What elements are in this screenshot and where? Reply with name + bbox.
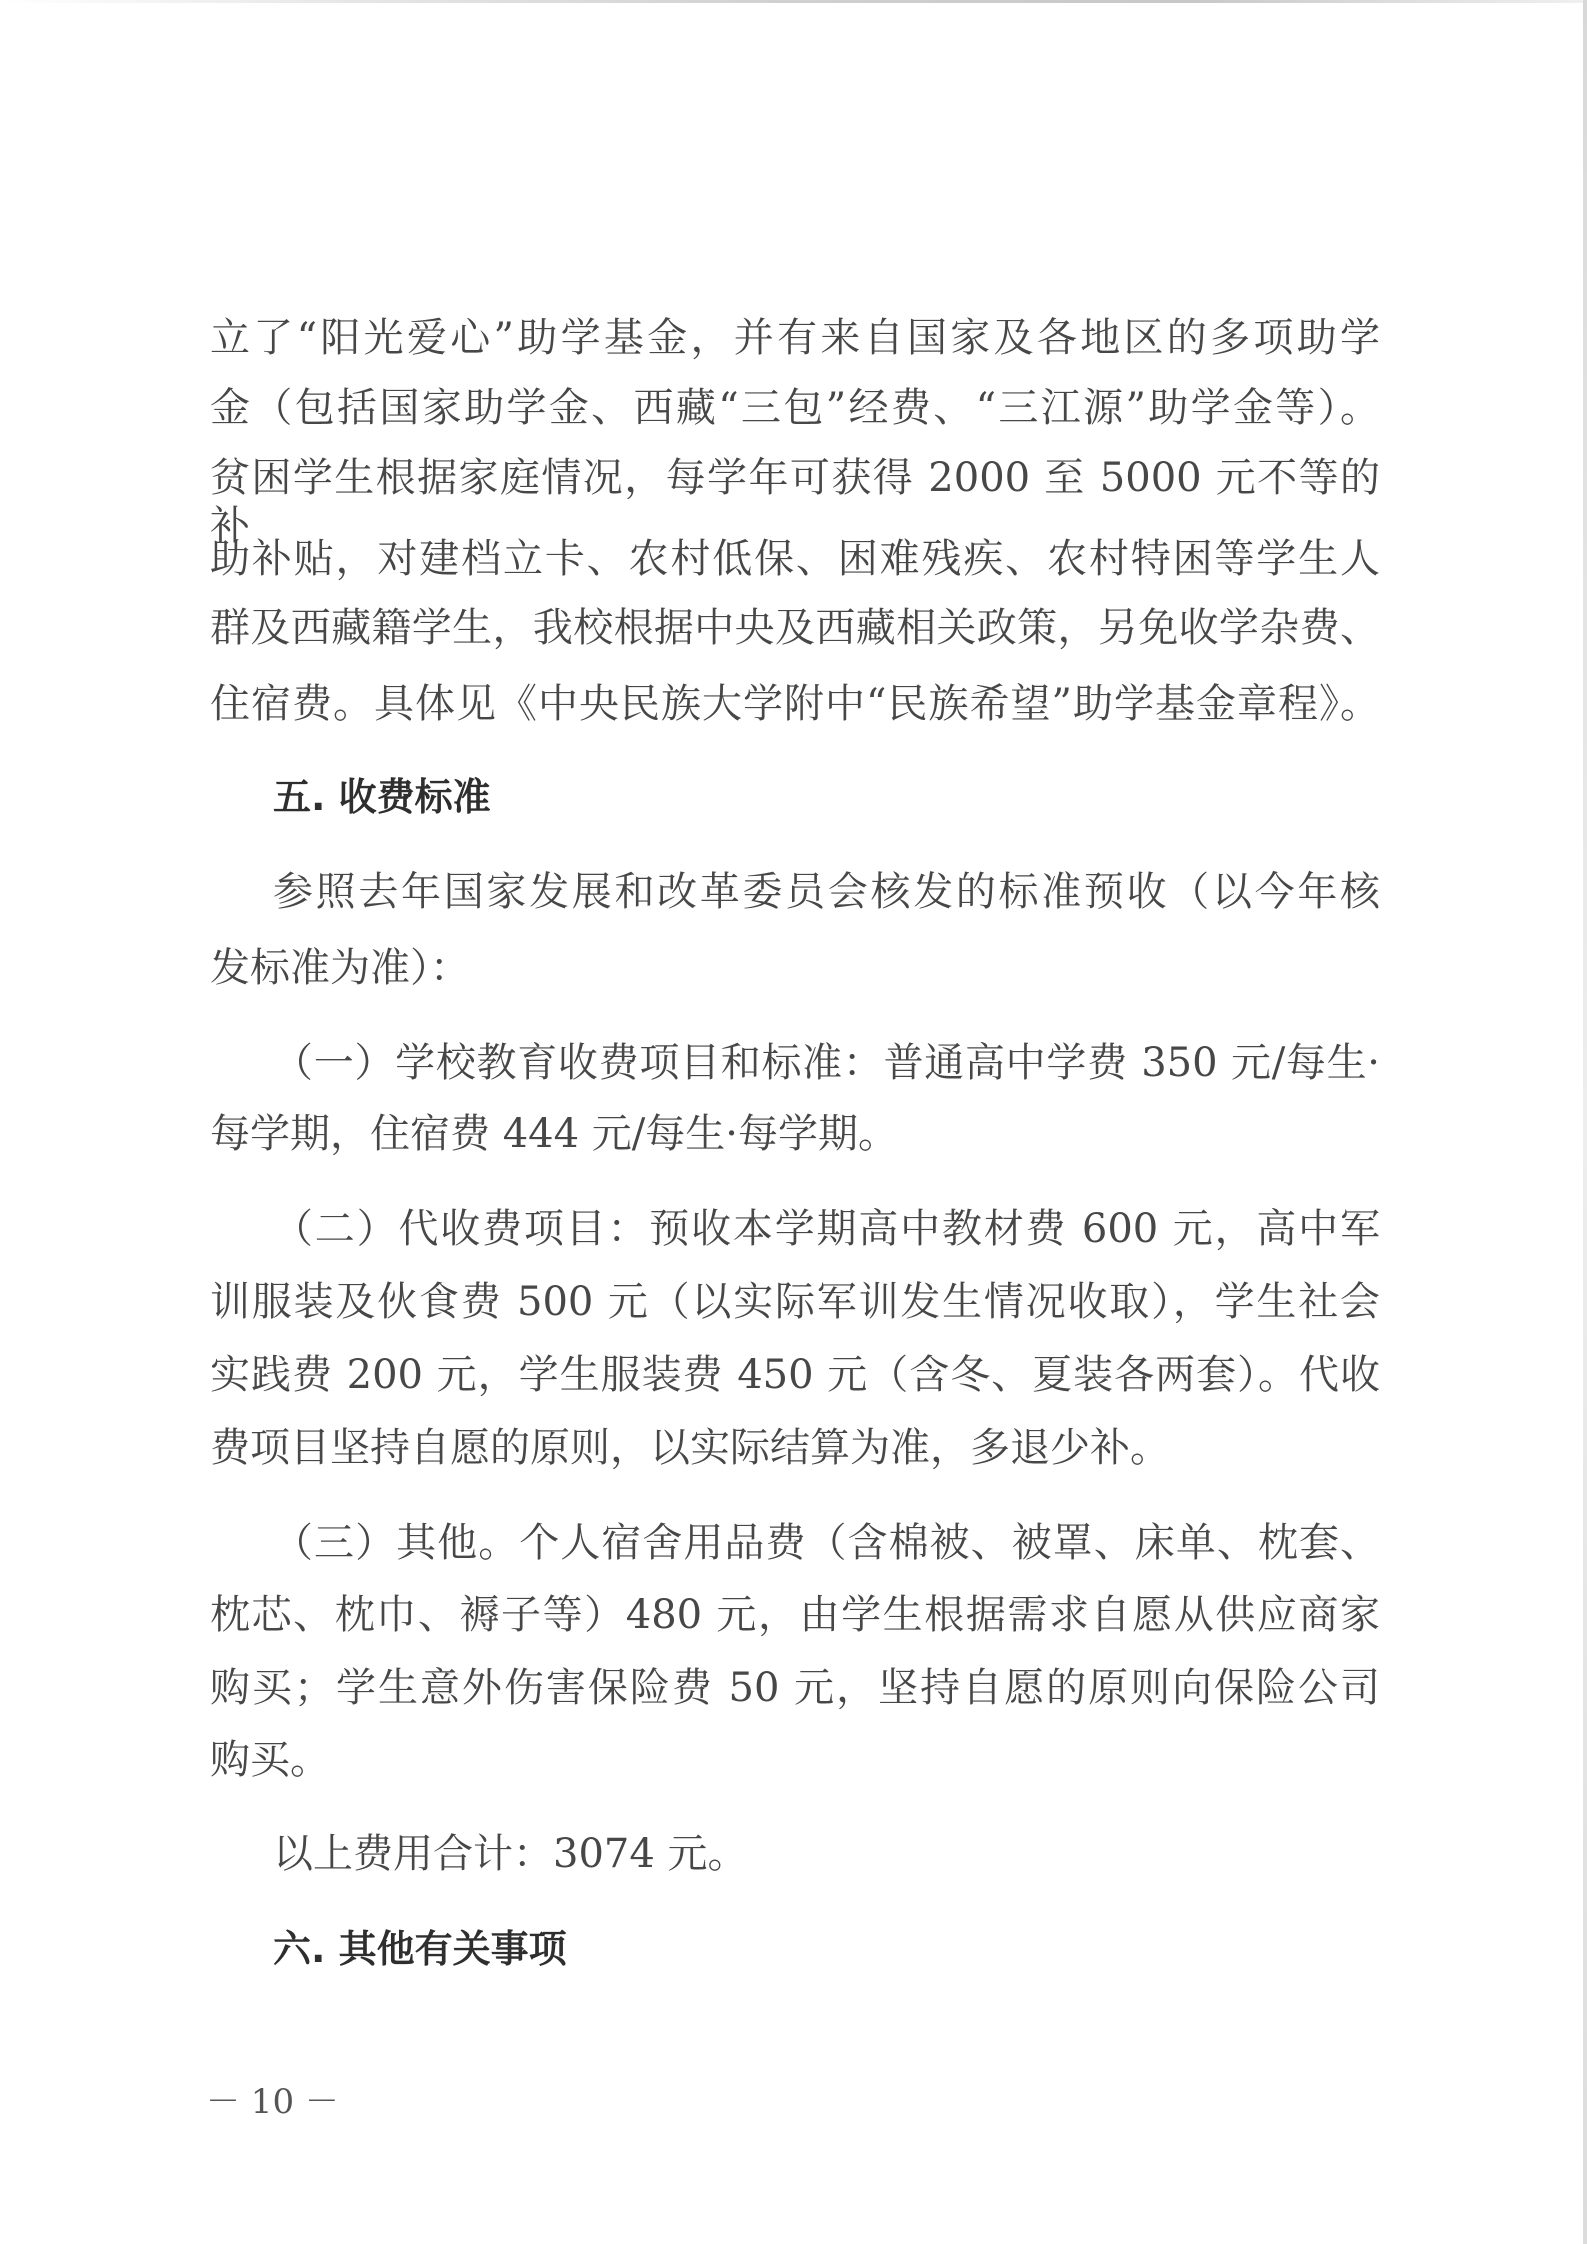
paragraph-line: 群及西藏籍学生，我校根据中央及西藏相关政策，另免收学杂费、 bbox=[210, 605, 1380, 651]
paragraph-line: （二）代收费项目：预收本学期高中教材费 600 元，高中军 bbox=[273, 1206, 1380, 1252]
fee-total: 以上费用合计：3074 元。 bbox=[273, 1831, 748, 1877]
paragraph-line: 费项目坚持自愿的原则，以实际结算为准，多退少补。 bbox=[210, 1425, 1170, 1471]
paragraph-line: 参照去年国家发展和改革委员会核发的标准预收（以今年核 bbox=[273, 869, 1380, 915]
paragraph-line: 购买；学生意外伤害保险费 50 元，坚持自愿的原则向保险公司 bbox=[210, 1665, 1380, 1711]
paragraph-line: 训服装及伙食费 500 元（以实际军训发生情况收取），学生社会 bbox=[210, 1279, 1380, 1325]
paragraph-line: 购买。 bbox=[210, 1737, 330, 1783]
paragraph-line: （三）其他。个人宿舍用品费（含棉被、被罩、床单、枕套、 bbox=[273, 1520, 1380, 1566]
paragraph-line: （一）学校教育收费项目和标准：普通高中学费 350 元/每生· bbox=[273, 1040, 1380, 1086]
paragraph-line: 实践费 200 元，学生服装费 450 元（含冬、夏装各两套）。代收 bbox=[210, 1352, 1380, 1398]
paragraph-line: 立了“阳光爱心”助学基金，并有来自国家及各地区的多项助学 bbox=[210, 315, 1380, 361]
paragraph-line: 发标准为准）： bbox=[210, 945, 470, 991]
paragraph-line: 每学期，住宿费 444 元/每生·每学期。 bbox=[210, 1111, 898, 1157]
paragraph-line: 助补贴，对建档立卡、农村低保、困难残疾、农村特困等学生人 bbox=[210, 536, 1380, 582]
paragraph-line: 枕芯、枕巾、褥子等）480 元，由学生根据需求自愿从供应商家 bbox=[210, 1592, 1380, 1638]
page-number: － 10 － bbox=[206, 2082, 339, 2122]
scan-top-edge bbox=[0, 0, 1587, 3]
section-heading-5: 五. 收费标准 bbox=[273, 775, 491, 819]
paragraph-line: 住宿费。具体见《中央民族大学附中“民族希望”助学基金章程》。 bbox=[210, 681, 1380, 727]
section-heading-6: 六. 其他有关事项 bbox=[273, 1927, 567, 1971]
scan-right-edge bbox=[1583, 0, 1587, 2244]
paragraph-line: 贫困学生根据家庭情况，每学年可获得 2000 至 5000 元不等的补 bbox=[210, 455, 1380, 549]
paragraph-line: 金（包括国家助学金、西藏“三包”经费、“三江源”助学金等）。 bbox=[210, 385, 1380, 431]
